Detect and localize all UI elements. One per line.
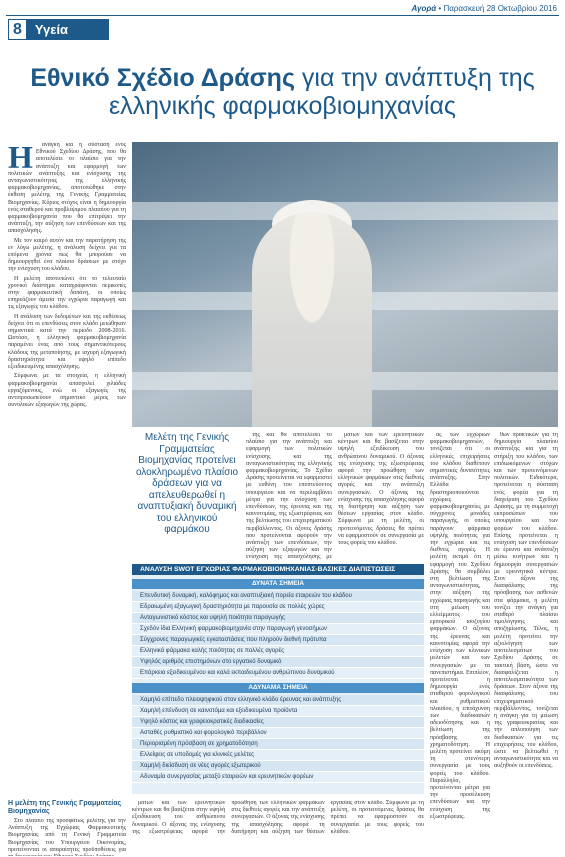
list-item: Ανταγωνιστικό κόστος και υψηλή ποιότητα παραγωγής [132, 613, 424, 624]
article-column-4 [430, 432, 490, 856]
paragraph: της και θα αποτελέσει το πλαίσιο για την ανάπτυξη και εφαρμογή των πολιτικών ενίσχυσης και της ανταγωνιστικότητας της ελληνικής φαρμακοβιομηχανίας. Το Σχέδιο Δράσης προτείνεται να εφαρμοστεί με ευθύνη του εποπτεύοντος υπουργείου και να περιλαμβάνει μέτρα για την ενίσχυση των επενδύσεων, της έρευνας και της καινοτομίας, της εξωστρέφειας και της βελτίωσης του επιχειρηματικού περιβάλλοντος. Οι άξονες δράσης που προτείνονται αφορούν την ανάπτυξη των επενδύσεων, την αύξηση των εξαγωγών και την ενίσχυση της απασχόλησης με [246, 432, 332, 560]
paragraph: ανάγκη και η σύσταση ενός Εθνικού Σχεδίου Δράσης, που θα αποτελέσει το πλαίσιο για την ανάπτυξη και εφαρμογή των πολιτικών ανάπτυξης και ενίσχυσης της ανταγωνιστικότητας της ελληνικής φαρμακοβιομηχανίας, αποτυπώθηκε στην έκθεση μελέτης της Γενικής Γραμματείας Βιομηχανίας. Κύριος στόχος είναι η δημιουργία ενός σταθερού και προβλέψιμου πλαισίου για τη φαρμακοβιομηχανία που θα επιτρέψει την ανάπτυξη, την αύξηση των επενδύσεων και της απασχόλησης. [8, 142, 126, 235]
list-item: Χαμηλό επίπεδο πλειοψηφικού στον ελληνικό κλάδο έρευνας και ανάπτυξης [132, 695, 424, 706]
list-item: Επενδυτική δυναμική, καλόφημος και αναπτυξιακή πορεία εταιρειών του κλάδου [132, 591, 424, 602]
list-item: Υψηλό κόστος και γραφειοκρατικές διαδικασίες [132, 717, 424, 728]
list-item: Ελλείψεις σε υποδομές για κλινικές μελέτες [132, 750, 424, 761]
list-item: Αδυναμία συνεργασίας μεταξύ εταιρειών και ερευνητικών φορέων [132, 772, 424, 783]
page-number: 8 [8, 19, 27, 40]
paragraph: Στο πλαίσιο της προσφάτως μελέτης για την Ανάπτυξη της Εγχώριας Φαρμακευτικής Βιομηχανίας από τη Γενική Γραμματεία Βιομηχανίας του Υπουργείου Οικονομίας, προτείνονται οι απαραίτητες προϋποθέσεις για [8, 818, 126, 853]
list-item: Επάρκεια εξειδικευμένου και καλά εκπαιδευμένου ανθρώπινου δυναμικού [132, 668, 424, 679]
paragraph: Σύμφωνα με τα στοιχεία, η ελληνική φαρμακοβιομηχανία απασχολεί χιλιάδες εργαζόμενους, ενώ οι εξαγωγές της αντιπροσωπεύουν σημαντικό μέρος των συνολικών εξαγωγών της χώρας. [8, 373, 126, 409]
article-column-3 [338, 432, 424, 560]
list-item: Χαμηλή επένδυση σε καινοτόμα και εξειδικευμένα προϊόντα [132, 706, 424, 717]
article-column-bottom [132, 800, 424, 856]
list-item: Ελληνικά φάρμακα καλής ποιότητας σε πολλές αγορές [132, 646, 424, 657]
masthead-brand: Αγορά [411, 4, 437, 13]
article-column-1-tail [8, 818, 126, 856]
paragraph: Η μελέτη αποτυπώνει ότι το τελευταίο χρονικό διάστημα καταγράφονται περικοπές στην φαρμακευτική δαπάνη, οι οποίες επηρεάζουν άμεσα την εγχώρια παραγωγή και τις εξαγωγές του κλάδου. [8, 275, 126, 311]
pull-quote: Μελέτη της Γενικής Γραμματείας Βιομηχανίας προτείνει ολοκληρωμένο πλαίσιο δράσεων για να απελευθερωθεί η αναπτυξιακή δυναμική του ελληνικού φαρμάκου [135, 432, 239, 535]
weaknesses-label: ΑΔΥΝΑΜΑ ΣΗΜΕΙΑ [132, 683, 424, 693]
masthead: Αγορά • Παρασκευή 28 Οκτωβρίου 2016 [411, 4, 557, 13]
list-item: Εδραιωμένη εξαγωγική δραστηριότητα με παρουσία σε πολλές χώρες [132, 602, 424, 613]
swot-box [132, 564, 424, 794]
list-item: Σχεδόν ίδια Ελληνική φαρμακοβιομηχανία στην παραγωγή γενοσήμων [132, 624, 424, 635]
masthead-date: Παρασκευή 28 Οκτωβρίου 2016 [443, 4, 557, 13]
article-column-5 [494, 432, 558, 856]
strengths-list [132, 591, 424, 679]
drop-cap: Η [8, 142, 33, 175]
paragraph: Με τον καιρό αυτόν και την παρατήρηση της εν λόγω μελέτης, η ανάλυση δείχνει για τα επόμενα χρόνια πως θα μπορούσε να δημιουργηθεί ένα πλαίσιο δράσεων με στόχο την ενίσχυση του κλάδου. [8, 237, 126, 273]
list-item: Σύγχρονες παραγωγικές εγκαταστάσεις που πληρούν διεθνή πρότυπα [132, 635, 424, 646]
swot-title: ΑΝΑΛΥΣΗ SWOT ΕΓΧΩΡΙΑΣ ΦΑΡΜΑΚΟΒΙΟΜΗΧΑΝΙΑΣ-ΒΑΣΙΚΕΣ ΔΙΑΠΙΣΤΩΣΕΙΣ [132, 564, 424, 575]
paragraph: ματων και των ερευνητικών κέντρων και θα βασίζεται στην υψηλή εξειδίκευση του ανθρώπινου δυναμικού. Ο άξονας της ενίσχυσης της εξωστρέφειας αφορά την προώθηση των ελληνικών φαρμάκων στις διεθνείς αγορές και την ανάπτυξη συνεργασιών. Ο άξονας της ενίσχυσης της απασχόλησης αφορά τη διατήρηση και αύξηση των θέσεων εργασίας στον κλάδο. Σύμφωνα με τη μελέτη, οι προτεινόμενες δράσεις θα πρέπει να εφαρμοστούν σε συνεργασία με τους φορείς του κλάδου. [338, 432, 424, 547]
weaknesses-list [132, 695, 424, 783]
section-tab [8, 19, 109, 40]
header-rule [6, 15, 559, 16]
list-item: Περιορισμένη πρόσβαση σε χρηματοδότηση [132, 739, 424, 750]
paragraph: Η ανάλυση των δεδομένων και της εκθέσεως δείχνει ότι οι επενδύσεις στον κλάδο μειώθηκαν σημαντικά κατά την περίοδο 2008-2016. Ωστόσο, η ελληνική φαρμακοβιομηχανία παραμένει ένας από τους σημαντικότερους κλάδους της μεταποίησης, με ισχυρή εξαγωγική δραστηριότητα και υψηλό επίπεδο εξειδικευμένης απασχόλησης. [8, 313, 126, 371]
section-name: Υγεία [27, 19, 109, 40]
paragraph: ματων και των ερευνητικών κέντρων και θα βασίζεται στην υψηλή εξειδίκευση του ανθρώπινου δυναμικού. Ο άξονας της ενίσχυσης της εξωστρέφειας αφορά την προώθηση των ελληνικών φαρμάκων στις διεθνείς αγορές και την ανάπτυξη συνεργασιών. Ο άξονας της ενίσχυσης της απασχόλησης αφορά τη διατήρηση και αύξηση των θέσεων εργασίας στον κλάδο. Σύμφωνα με τη μελέτη, οι προτεινόμενες δράσεις θα πρέπει να εφαρμοστούν σε συνεργασία με τους φορείς του κλάδου. [132, 800, 424, 835]
title-bold: Εθνικό Σχέδιο Δράσης [30, 64, 295, 92]
title-rest: για την ανάπτυξη της ελληνικής φαρμακοβιομηχανίας [109, 64, 535, 120]
article-column-2 [246, 432, 332, 560]
page-title [8, 64, 557, 120]
list-item: Ασταθές ρυθμιστικό και φορολογικό περιβάλλον [132, 728, 424, 739]
article-subhead: Η μελέτη της Γενικής Γραμματείας Βιομηχανίας [8, 800, 122, 815]
strengths-label: ΔΥΝΑΤΑ ΣΗΜΕΙΑ [132, 579, 424, 589]
paragraph: θων πρακτικών για τη δημιουργία πλαισίου ανάπτυξης και για τη στήριξη του κλάδου, των επιδιωκόμενων στόχων και των προτεινόμενων πολιτικών. Ειδικότερα, προτείνεται η σύσταση ενός φορέα για τη διαχείριση του Σχεδίου Δράσης, με τη συμμετοχή εκπροσώπων του υπουργείου και των φορέων του κλάδου. Επίσης προτείνεται η ενίσχυση των επενδύσεων σε έρευνα και ανάπτυξη μέσω κινήτρων και η δημιουργία συνεργασιών με ερευνητικά κέντρα. Στον άξονα της διασφάλισης της πρόσβασης των ασθενών στα φάρμακα, η μελέτη τονίζει την ανάγκη για σταθερό πλαίσιο τιμολόγησης και αποζημίωσης. Τέλος, η μελέτη προτείνει την αξιολόγηση των αποτελεσμάτων του Σχεδίου Δράσης σε τακτική βάση, ώστε να διασφαλίζεται η αποτελεσματικότητα των δράσεων. Στον άξονα της διασφάλισης του επιχειρηματικού περιβάλλοντος, τονίζεται η ανάγκη για τη μείωση της γραφειοκρατίας και την απλοποίηση των διαδικασιών για τις επιχειρήσεις του κλάδου, ώστε να βελτιωθεί η ανταγωνιστικότητα και να αυξηθούν οι επενδύσεις. [494, 432, 558, 770]
list-item: Υψηλός αριθμός επιστημόνων στο εργατικό δυναμικό [132, 657, 424, 668]
list-item: Χαμηλή διείσδυση σε νέες αγορές εξωτερικού [132, 761, 424, 772]
lab-worker-photo [132, 142, 558, 427]
paragraph: ας των εγχώριων φαρμακοβιομηχανιών, τονίζεται ότι οι ελληνικές επιχειρήσεις του κλάδου διαθέτουν σημαντικές δυνατότητες ανάπτυξης. Στην Ελλάδα δραστηριοποιούνται εγχώριες φαρμακοβιομηχανίες με σύγχρονες μονάδες παραγωγής, οι οποίες παράγουν φάρμακα υψηλής ποιότητας για την εγχώρια και τις διεθνείς αγορές. Η μελέτη εκτιμά ότι η εφαρμογή του Σχεδίου Δράσης θα συμβάλει στη βελτίωση της ανταγωνιστικότητας, στην αύξηση της εγχώριας παραγωγής και στη μείωση του ελλείμματος του εμπορικού ισοζυγίου φαρμάκων. Ο άξονας της έρευνας και καινοτομίας αφορά την ενίσχυση των κλινικών μελετών και των συνεργασιών με τα πανεπιστήμια. Επιπλέον, προτείνεται η δημιουργία ενός σταθερού φορολογικού και ρυθμιστικού πλαισίου, η επιτάχυνση των διαδικασιών αδειοδότησης και η βελτίωση της πρόσβασης σε χρηματοδότηση. Η μελέτη προτείνει ακόμη τη στενότερη συνεργασία με τους φορείς του κλάδου. Παράλληλα, προτείνονται μέτρα για την προσέλκυση επενδύσεων και την ενίσχυση της εξωστρέφειας. [430, 432, 490, 820]
article-column-1 [8, 142, 126, 798]
